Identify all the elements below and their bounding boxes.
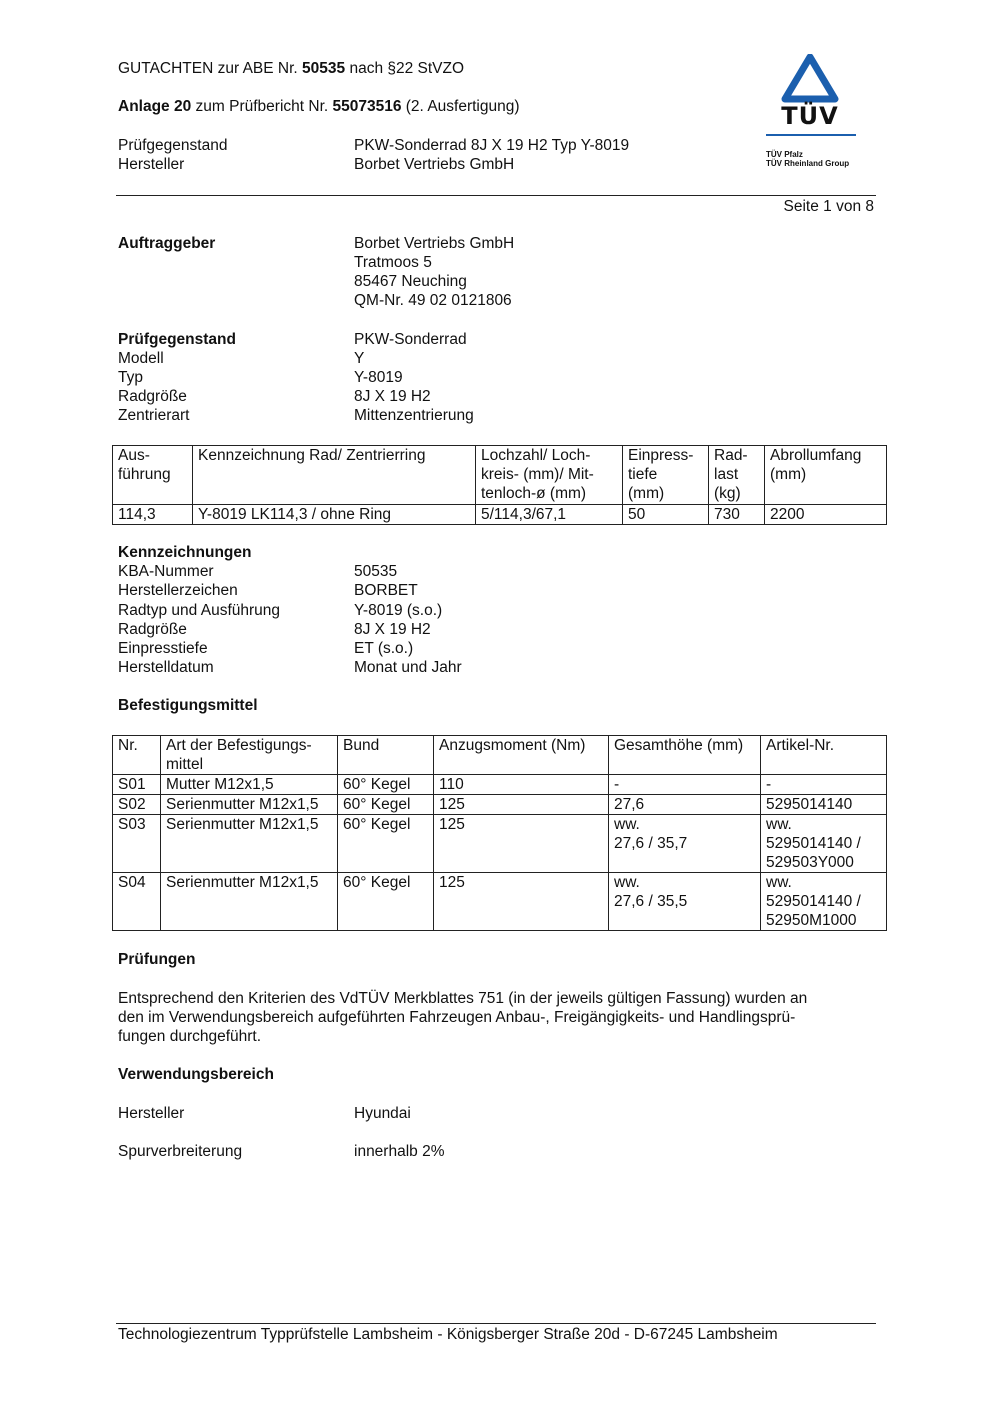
auftraggeber-label: Auftraggeber <box>118 235 216 252</box>
tuev-logo-sub2: TÜV Rheinland Group <box>766 159 850 168</box>
table-header-cell: Einpress- tiefe (mm) <box>623 446 709 505</box>
header-row-pruefgegenstand: Prüfgegenstand PKW-Sonderrad 8J X 19 H2 Typ Y-8019 <box>118 137 630 154</box>
page-number: Seite 1 von 8 <box>783 198 874 215</box>
table-cell: 125 <box>434 795 609 815</box>
table-header-cell: Aus- führung <box>113 446 193 505</box>
table-row <box>113 795 887 815</box>
table-header-cell: Nr. <box>113 736 161 775</box>
table-cell: 60° Kegel <box>338 873 434 931</box>
report-subtitle: Anlage 20 zum Prüfbericht Nr. 55073516 (2. Ausfertigung) <box>118 98 520 115</box>
kennzeichnungen-block: KBA-Nummer 50535 Herstellerzeichen BORBET Radtyp und Ausführung Y-8019 (s.o.) Radgröße 8J X 19 H2 Einpresstiefe ET (s.o.) Herstelldatum Monat und Jahr <box>118 563 462 676</box>
table-row <box>113 505 887 525</box>
pruefungen-title: Prüfungen <box>118 951 196 968</box>
table-cell: Mutter M12x1,5 <box>161 775 338 795</box>
table-cell: 27,6 <box>609 795 761 815</box>
table-cell: Serienmutter M12x1,5 <box>161 815 338 873</box>
kennzeichnungen-title: Kennzeichnungen <box>118 544 252 561</box>
table-row <box>113 815 887 873</box>
table-header-cell: Bund <box>338 736 434 775</box>
table-cell: Y-8019 LK114,3 / ohne Ring <box>193 505 476 525</box>
pruefungen-text: Entsprechend den Kriterien des VdTÜV Merkblattes 751 (in der jeweils gültigen Fassung) wurden an den im Verwendungsbereich aufgeführten Fahrzeugen Anbau-, Freigängigkeits- und Handlingsprü- fungen durchgeführt. <box>118 990 808 1045</box>
wheel-table <box>112 445 887 525</box>
table-cell: 5295014140 <box>761 795 887 815</box>
table-header-cell: Lochzahl/ Loch- kreis- (mm)/ Mit- tenloch-ø (mm) <box>476 446 623 505</box>
table-cell: 730 <box>709 505 765 525</box>
table-header-cell: Art der Befestigungs- mittel <box>161 736 338 775</box>
pruefgegenstand-block: Prüfgegenstand PKW-Sonderrad Modell Y Typ Y-8019 Radgröße 8J X 19 H2 Zentrierart Mittenzentrierung <box>118 331 474 424</box>
table-header-cell: Anzugsmoment (Nm) <box>434 736 609 775</box>
table-cell: ww. 5295014140 / 52950M1000 <box>761 873 887 931</box>
table-cell: ww. 27,6 / 35,5 <box>609 873 761 931</box>
header-row-hersteller: Hersteller Borbet Vertriebs GmbH <box>118 156 515 173</box>
table-cell: 114,3 <box>113 505 193 525</box>
table-header-cell: Artikel-Nr. <box>761 736 887 775</box>
table-cell: - <box>609 775 761 795</box>
table-cell: 50 <box>623 505 709 525</box>
table-cell: ww. 27,6 / 35,7 <box>609 815 761 873</box>
table-row <box>113 775 887 795</box>
befestigung-title: Befestigungsmittel <box>118 697 258 714</box>
header-divider <box>116 195 876 196</box>
verwendung-title: Verwendungsbereich <box>118 1066 274 1083</box>
table-cell: 60° Kegel <box>338 775 434 795</box>
table-cell: 125 <box>434 815 609 873</box>
table-cell: ww. 5295014140 / 529503Y000 <box>761 815 887 873</box>
verwendung-row-hersteller: Hersteller Hyundai <box>118 1105 411 1122</box>
table-cell: Serienmutter M12x1,5 <box>161 795 338 815</box>
footer-address: Technologiezentrum Typprüfstelle Lambsheim - Königsberger Straße 20d - D-67245 Lambsheim <box>118 1326 778 1343</box>
table-header-cell: Gesamthöhe (mm) <box>609 736 761 775</box>
table-cell: S04 <box>113 873 161 931</box>
table-header-cell: Rad- last (kg) <box>709 446 765 505</box>
table-header-row <box>113 446 887 505</box>
pruefgegenstand-label: Prüfgegenstand <box>118 331 236 348</box>
table-header-cell: Kennzeichnung Rad/ Zentrierring <box>193 446 476 505</box>
table-cell: 60° Kegel <box>338 795 434 815</box>
table-row <box>113 873 887 931</box>
tuev-logo-sub1: TÜV Pfalz <box>766 150 803 159</box>
table-cell: Serienmutter M12x1,5 <box>161 873 338 931</box>
auftraggeber-block: Auftraggeber Borbet Vertriebs GmbH Tratmoos 5 85467 Neuching QM-Nr. 49 02 0121806 <box>118 235 515 309</box>
table-cell: 110 <box>434 775 609 795</box>
footer-divider <box>116 1323 876 1324</box>
table-cell: 60° Kegel <box>338 815 434 873</box>
table-cell: S02 <box>113 795 161 815</box>
tuev-logo-rule <box>766 134 856 136</box>
table-cell: - <box>761 775 887 795</box>
table-header-cell: Abrollumfang (mm) <box>765 446 887 505</box>
table-cell: S01 <box>113 775 161 795</box>
report-title: GUTACHTEN zur ABE Nr. 50535 nach §22 StVZO <box>118 60 465 77</box>
table-cell: 2200 <box>765 505 887 525</box>
table-cell: 125 <box>434 873 609 931</box>
befestigung-table <box>112 735 887 931</box>
table-header-row <box>113 736 887 775</box>
tuev-logo <box>760 54 860 174</box>
verwendung-row-spur: Spurverbreiterung innerhalb 2% <box>118 1143 445 1160</box>
tuev-logo-text: TÜV <box>781 102 839 130</box>
table-cell: 5/114,3/67,1 <box>476 505 623 525</box>
table-cell: S03 <box>113 815 161 873</box>
